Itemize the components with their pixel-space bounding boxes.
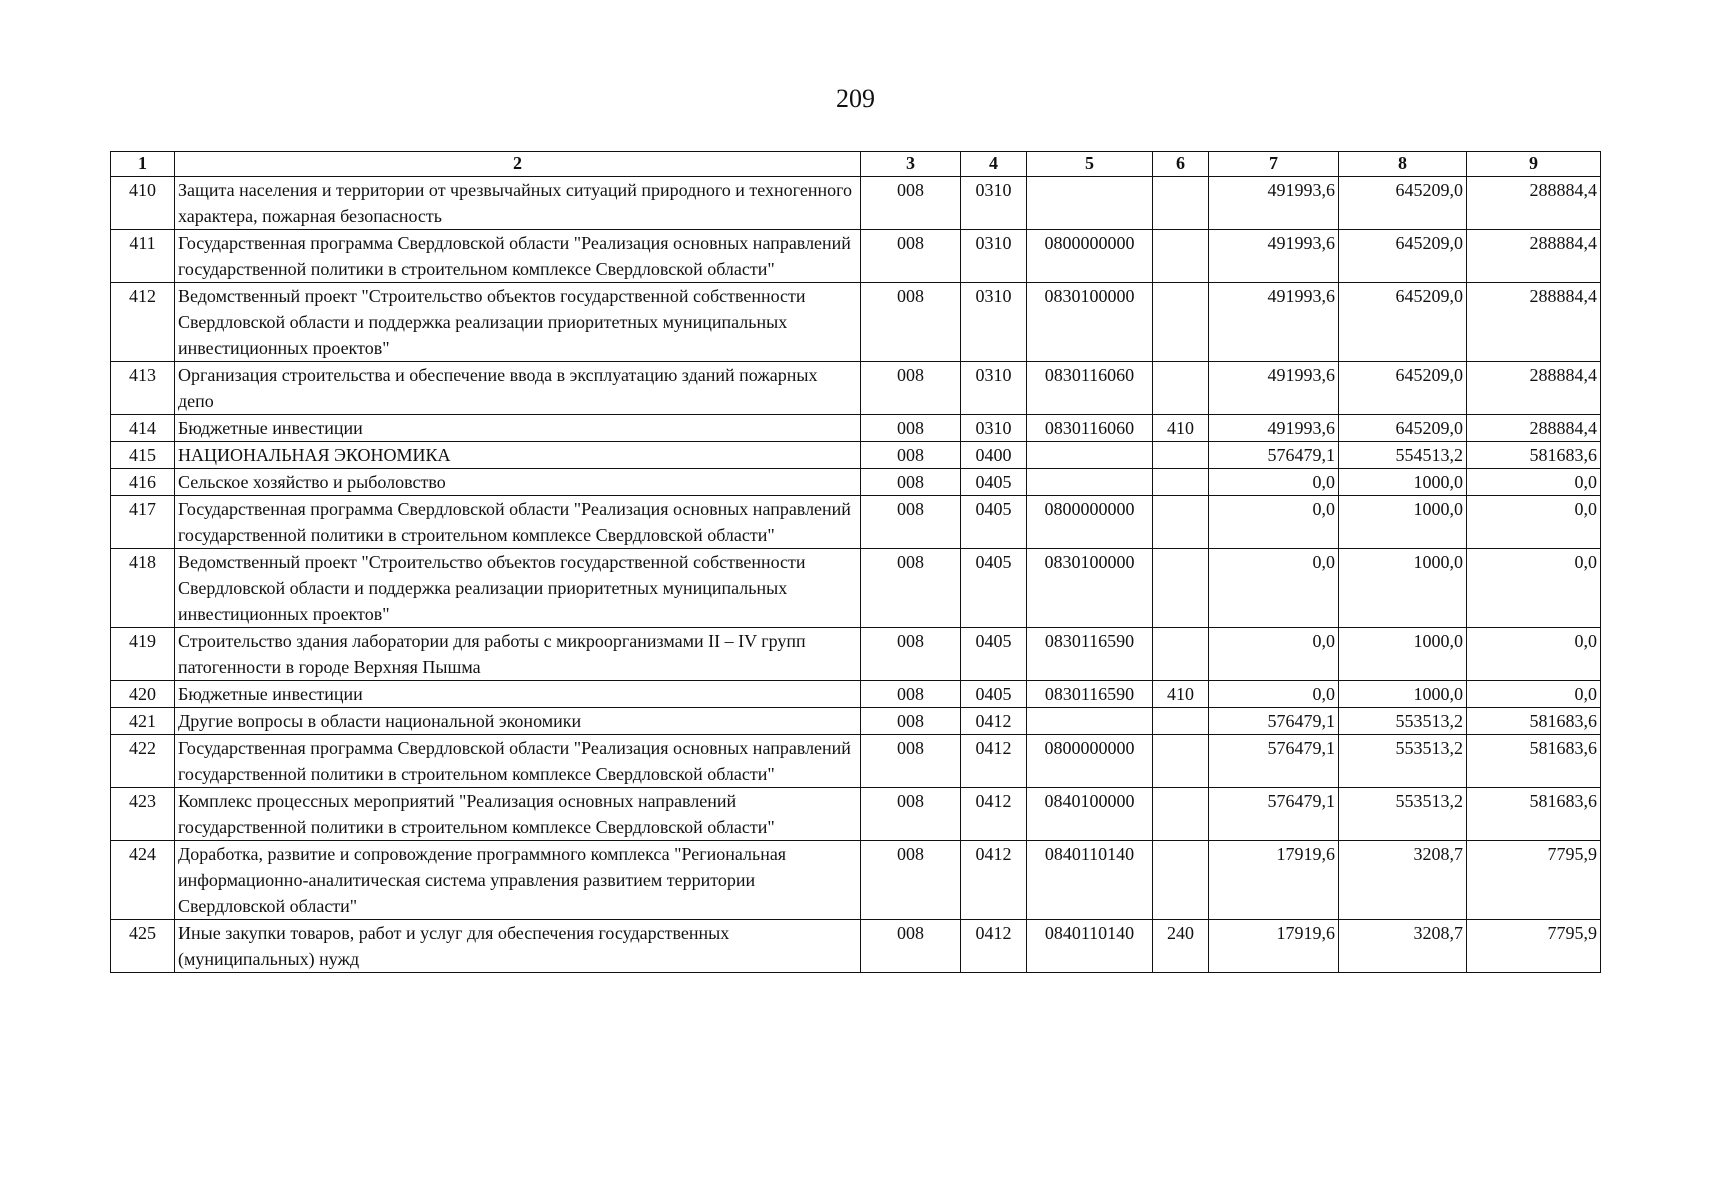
budget-table bbox=[110, 151, 1601, 973]
table-row bbox=[111, 735, 1601, 788]
column-4-cell: 0400 bbox=[961, 442, 1027, 469]
column-5-cell: 0830100000 bbox=[1027, 283, 1153, 362]
row-name-cell: Ведомственный проект "Строительство объектов государственной собственности Свердловской области и поддержка реализации приоритетных муниципальных инвестиционных проектов" bbox=[175, 549, 861, 628]
column-3-cell: 008 bbox=[861, 469, 961, 496]
column-5-cell: 0830100000 bbox=[1027, 549, 1153, 628]
row-name-cell: Сельское хозяйство и рыболовство bbox=[175, 469, 861, 496]
column-8-amount-cell: 553513,2 bbox=[1339, 788, 1467, 841]
column-3-cell: 008 bbox=[861, 442, 961, 469]
column-5-cell: 0800000000 bbox=[1027, 735, 1153, 788]
column-6-cell bbox=[1153, 177, 1209, 230]
column-8-amount-cell: 553513,2 bbox=[1339, 708, 1467, 735]
column-4-cell: 0310 bbox=[961, 177, 1027, 230]
column-6-cell bbox=[1153, 469, 1209, 496]
column-9-amount-cell: 581683,6 bbox=[1467, 442, 1601, 469]
column-3-cell: 008 bbox=[861, 549, 961, 628]
column-4-cell: 0310 bbox=[961, 362, 1027, 415]
column-header: 9 bbox=[1467, 152, 1601, 177]
column-3-cell: 008 bbox=[861, 735, 961, 788]
column-7-amount-cell: 491993,6 bbox=[1209, 177, 1339, 230]
column-4-cell: 0310 bbox=[961, 415, 1027, 442]
column-7-amount-cell: 17919,6 bbox=[1209, 841, 1339, 920]
column-6-cell bbox=[1153, 708, 1209, 735]
column-5-cell bbox=[1027, 469, 1153, 496]
page-number: 209 bbox=[836, 84, 875, 113]
column-3-cell: 008 bbox=[861, 283, 961, 362]
column-9-amount-cell: 7795,9 bbox=[1467, 841, 1601, 920]
row-name-cell: Государственная программа Свердловской области "Реализация основных направлений государственной политики в строительном комплексе Свердловской области" bbox=[175, 230, 861, 283]
table-row bbox=[111, 177, 1601, 230]
column-9-amount-cell: 0,0 bbox=[1467, 681, 1601, 708]
column-7-amount-cell: 0,0 bbox=[1209, 549, 1339, 628]
column-6-cell: 240 bbox=[1153, 920, 1209, 973]
column-6-cell bbox=[1153, 362, 1209, 415]
row-name-cell: Бюджетные инвестиции bbox=[175, 415, 861, 442]
column-8-amount-cell: 1000,0 bbox=[1339, 549, 1467, 628]
column-4-cell: 0412 bbox=[961, 920, 1027, 973]
row-name-cell: Доработка, развитие и сопровождение программного комплекса "Региональная информационно-аналитическая система управления развитием территории Свердловской области" bbox=[175, 841, 861, 920]
column-7-amount-cell: 0,0 bbox=[1209, 469, 1339, 496]
column-header: 6 bbox=[1153, 152, 1209, 177]
column-7-amount-cell: 576479,1 bbox=[1209, 788, 1339, 841]
column-9-amount-cell: 288884,4 bbox=[1467, 230, 1601, 283]
row-name-cell: Иные закупки товаров, работ и услуг для обеспечения государственных (муниципальных) нужд bbox=[175, 920, 861, 973]
table-row bbox=[111, 442, 1601, 469]
column-9-amount-cell: 0,0 bbox=[1467, 549, 1601, 628]
table-row bbox=[111, 841, 1601, 920]
column-7-amount-cell: 0,0 bbox=[1209, 496, 1339, 549]
row-number-cell: 415 bbox=[111, 442, 175, 469]
row-number-cell: 425 bbox=[111, 920, 175, 973]
column-6-cell: 410 bbox=[1153, 681, 1209, 708]
column-4-cell: 0412 bbox=[961, 788, 1027, 841]
column-4-cell: 0405 bbox=[961, 469, 1027, 496]
column-4-cell: 0310 bbox=[961, 283, 1027, 362]
row-number-cell: 417 bbox=[111, 496, 175, 549]
column-5-cell: 0830116590 bbox=[1027, 628, 1153, 681]
column-6-cell bbox=[1153, 442, 1209, 469]
column-8-amount-cell: 3208,7 bbox=[1339, 841, 1467, 920]
column-8-amount-cell: 645209,0 bbox=[1339, 415, 1467, 442]
column-8-amount-cell: 1000,0 bbox=[1339, 628, 1467, 681]
column-9-amount-cell: 7795,9 bbox=[1467, 920, 1601, 973]
column-6-cell bbox=[1153, 735, 1209, 788]
row-name-cell: Организация строительства и обеспечение ввода в эксплуатацию зданий пожарных депо bbox=[175, 362, 861, 415]
row-name-cell: Государственная программа Свердловской области "Реализация основных направлений государственной политики в строительном комплексе Свердловской области" bbox=[175, 496, 861, 549]
column-5-cell: 0830116060 bbox=[1027, 362, 1153, 415]
column-4-cell: 0310 bbox=[961, 230, 1027, 283]
column-8-amount-cell: 645209,0 bbox=[1339, 177, 1467, 230]
column-8-amount-cell: 1000,0 bbox=[1339, 469, 1467, 496]
table-row bbox=[111, 469, 1601, 496]
table-row bbox=[111, 496, 1601, 549]
column-header: 8 bbox=[1339, 152, 1467, 177]
column-5-cell bbox=[1027, 442, 1153, 469]
column-7-amount-cell: 491993,6 bbox=[1209, 362, 1339, 415]
column-header: 4 bbox=[961, 152, 1027, 177]
column-8-amount-cell: 553513,2 bbox=[1339, 735, 1467, 788]
table-row bbox=[111, 708, 1601, 735]
row-number-cell: 424 bbox=[111, 841, 175, 920]
column-3-cell: 008 bbox=[861, 920, 961, 973]
column-5-cell: 0840110140 bbox=[1027, 920, 1153, 973]
column-7-amount-cell: 0,0 bbox=[1209, 681, 1339, 708]
column-3-cell: 008 bbox=[861, 788, 961, 841]
column-9-amount-cell: 581683,6 bbox=[1467, 735, 1601, 788]
column-7-amount-cell: 576479,1 bbox=[1209, 735, 1339, 788]
column-4-cell: 0405 bbox=[961, 496, 1027, 549]
row-number-cell: 416 bbox=[111, 469, 175, 496]
column-4-cell: 0412 bbox=[961, 841, 1027, 920]
column-3-cell: 008 bbox=[861, 230, 961, 283]
row-name-cell: Защита населения и территории от чрезвычайных ситуаций природного и техногенного характера, пожарная безопасность bbox=[175, 177, 861, 230]
table-body bbox=[111, 177, 1601, 973]
column-6-cell bbox=[1153, 283, 1209, 362]
row-number-cell: 420 bbox=[111, 681, 175, 708]
row-name-cell: Комплекс процессных мероприятий "Реализация основных направлений государственной политики в строительном комплексе Свердловской области" bbox=[175, 788, 861, 841]
column-6-cell bbox=[1153, 788, 1209, 841]
row-name-cell: Строительство здания лаборатории для работы с микроорганизмами II – IV групп патогенности в городе Верхняя Пышма bbox=[175, 628, 861, 681]
column-6-cell bbox=[1153, 841, 1209, 920]
column-3-cell: 008 bbox=[861, 841, 961, 920]
column-8-amount-cell: 645209,0 bbox=[1339, 362, 1467, 415]
column-5-cell: 0800000000 bbox=[1027, 496, 1153, 549]
row-number-cell: 414 bbox=[111, 415, 175, 442]
column-4-cell: 0405 bbox=[961, 549, 1027, 628]
row-number-cell: 412 bbox=[111, 283, 175, 362]
column-8-amount-cell: 554513,2 bbox=[1339, 442, 1467, 469]
column-header: 3 bbox=[861, 152, 961, 177]
row-name-cell: Другие вопросы в области национальной экономики bbox=[175, 708, 861, 735]
column-7-amount-cell: 491993,6 bbox=[1209, 230, 1339, 283]
column-7-amount-cell: 576479,1 bbox=[1209, 442, 1339, 469]
column-5-cell: 0840110140 bbox=[1027, 841, 1153, 920]
row-number-cell: 411 bbox=[111, 230, 175, 283]
row-number-cell: 419 bbox=[111, 628, 175, 681]
column-header: 1 bbox=[111, 152, 175, 177]
table-row bbox=[111, 415, 1601, 442]
table-row bbox=[111, 362, 1601, 415]
row-name-cell: Ведомственный проект "Строительство объектов государственной собственности Свердловской области и поддержка реализации приоритетных муниципальных инвестиционных проектов" bbox=[175, 283, 861, 362]
table-row bbox=[111, 681, 1601, 708]
column-4-cell: 0412 bbox=[961, 735, 1027, 788]
row-number-cell: 418 bbox=[111, 549, 175, 628]
row-number-cell: 423 bbox=[111, 788, 175, 841]
table-row bbox=[111, 920, 1601, 973]
column-3-cell: 008 bbox=[861, 177, 961, 230]
table-row bbox=[111, 549, 1601, 628]
column-6-cell bbox=[1153, 628, 1209, 681]
header-row bbox=[111, 152, 1601, 177]
column-header: 5 bbox=[1027, 152, 1153, 177]
column-header: 7 bbox=[1209, 152, 1339, 177]
column-8-amount-cell: 1000,0 bbox=[1339, 681, 1467, 708]
column-9-amount-cell: 288884,4 bbox=[1467, 415, 1601, 442]
column-5-cell: 0830116590 bbox=[1027, 681, 1153, 708]
column-8-amount-cell: 1000,0 bbox=[1339, 496, 1467, 549]
column-4-cell: 0405 bbox=[961, 681, 1027, 708]
column-4-cell: 0405 bbox=[961, 628, 1027, 681]
column-6-cell bbox=[1153, 549, 1209, 628]
column-8-amount-cell: 645209,0 bbox=[1339, 283, 1467, 362]
row-number-cell: 410 bbox=[111, 177, 175, 230]
column-3-cell: 008 bbox=[861, 628, 961, 681]
row-number-cell: 413 bbox=[111, 362, 175, 415]
column-9-amount-cell: 581683,6 bbox=[1467, 708, 1601, 735]
row-number-cell: 422 bbox=[111, 735, 175, 788]
row-name-cell: Государственная программа Свердловской области "Реализация основных направлений государственной политики в строительном комплексе Свердловской области" bbox=[175, 735, 861, 788]
column-9-amount-cell: 0,0 bbox=[1467, 469, 1601, 496]
column-9-amount-cell: 0,0 bbox=[1467, 496, 1601, 549]
column-5-cell bbox=[1027, 177, 1153, 230]
column-9-amount-cell: 288884,4 bbox=[1467, 283, 1601, 362]
table-row bbox=[111, 283, 1601, 362]
column-6-cell bbox=[1153, 230, 1209, 283]
column-8-amount-cell: 645209,0 bbox=[1339, 230, 1467, 283]
column-4-cell: 0412 bbox=[961, 708, 1027, 735]
column-header: 2 bbox=[175, 152, 861, 177]
column-5-cell: 0800000000 bbox=[1027, 230, 1153, 283]
column-5-cell: 0840100000 bbox=[1027, 788, 1153, 841]
column-9-amount-cell: 288884,4 bbox=[1467, 177, 1601, 230]
row-name-cell: НАЦИОНАЛЬНАЯ ЭКОНОМИКА bbox=[175, 442, 861, 469]
column-7-amount-cell: 491993,6 bbox=[1209, 415, 1339, 442]
row-name-cell: Бюджетные инвестиции bbox=[175, 681, 861, 708]
column-6-cell bbox=[1153, 496, 1209, 549]
column-9-amount-cell: 0,0 bbox=[1467, 628, 1601, 681]
column-9-amount-cell: 288884,4 bbox=[1467, 362, 1601, 415]
row-number-cell: 421 bbox=[111, 708, 175, 735]
column-7-amount-cell: 0,0 bbox=[1209, 628, 1339, 681]
column-3-cell: 008 bbox=[861, 708, 961, 735]
table-row bbox=[111, 788, 1601, 841]
column-3-cell: 008 bbox=[861, 681, 961, 708]
column-8-amount-cell: 3208,7 bbox=[1339, 920, 1467, 973]
column-9-amount-cell: 581683,6 bbox=[1467, 788, 1601, 841]
column-7-amount-cell: 491993,6 bbox=[1209, 283, 1339, 362]
column-3-cell: 008 bbox=[861, 362, 961, 415]
column-3-cell: 008 bbox=[861, 496, 961, 549]
column-7-amount-cell: 17919,6 bbox=[1209, 920, 1339, 973]
column-6-cell: 410 bbox=[1153, 415, 1209, 442]
table-row bbox=[111, 230, 1601, 283]
column-5-cell: 0830116060 bbox=[1027, 415, 1153, 442]
table-row bbox=[111, 628, 1601, 681]
column-3-cell: 008 bbox=[861, 415, 961, 442]
column-7-amount-cell: 576479,1 bbox=[1209, 708, 1339, 735]
column-5-cell bbox=[1027, 708, 1153, 735]
